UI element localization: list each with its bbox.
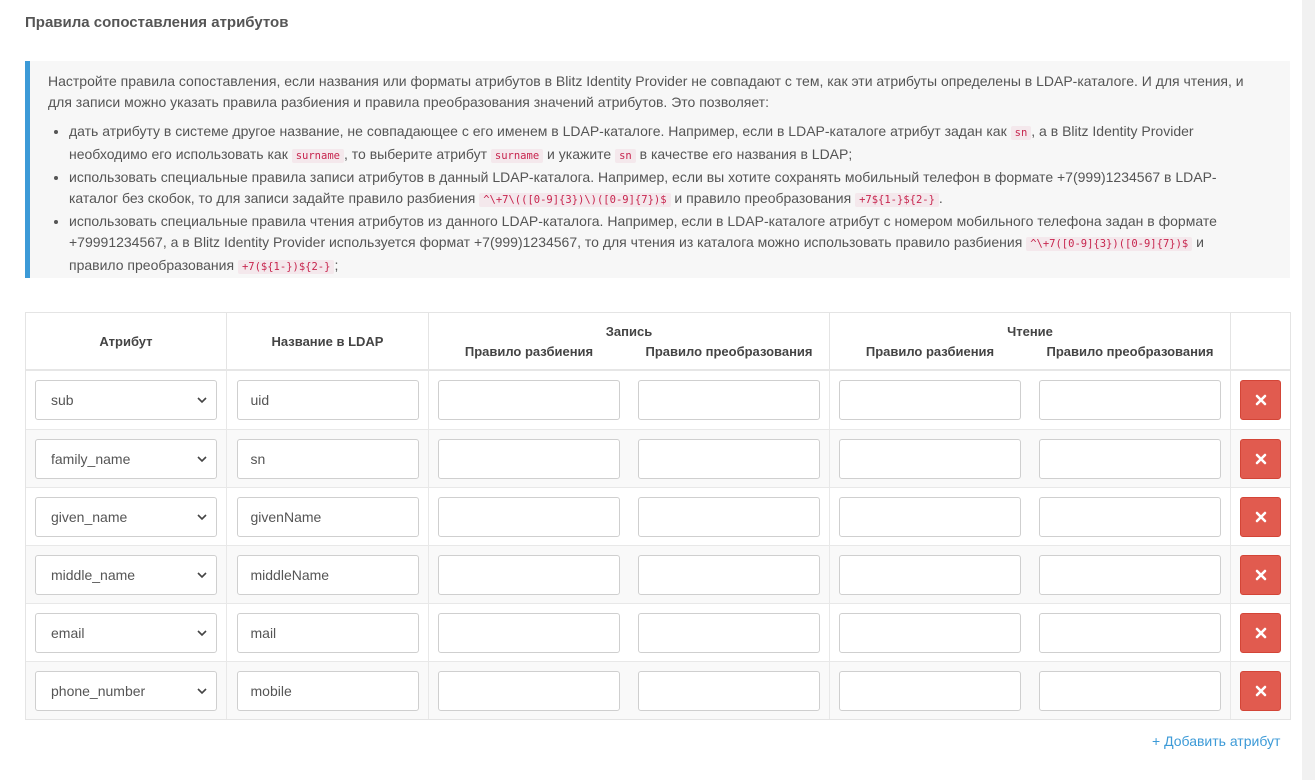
write-cells bbox=[429, 604, 830, 661]
write-transform-input[interactable] bbox=[638, 555, 820, 595]
ldap-name-cell bbox=[227, 546, 429, 603]
text: , то выберите атрибут bbox=[343, 146, 487, 162]
text: . bbox=[938, 190, 943, 206]
attribute-select[interactable] bbox=[35, 439, 217, 479]
actions-cell bbox=[1231, 604, 1290, 661]
ldap-name-cell bbox=[227, 488, 429, 545]
read-transform-input[interactable] bbox=[1039, 555, 1221, 595]
read-split-input[interactable] bbox=[839, 497, 1021, 537]
read-transform-cell bbox=[1030, 488, 1230, 545]
delete-row-button[interactable] bbox=[1240, 613, 1281, 653]
write-transform-cell bbox=[629, 371, 829, 429]
header-write-transform: Правило преобразования bbox=[645, 343, 813, 359]
text: в качестве его названия в LDAP; bbox=[639, 146, 853, 162]
write-split-cell bbox=[429, 430, 629, 487]
text: и правило преобразования bbox=[674, 190, 852, 206]
actions-cell bbox=[1231, 430, 1290, 487]
ldap-name-cell bbox=[227, 662, 429, 719]
write-cells bbox=[429, 371, 830, 429]
attribute-select[interactable] bbox=[35, 380, 217, 420]
write-transform-cell bbox=[629, 662, 829, 719]
header-write-split: Правило разбиения bbox=[464, 343, 594, 359]
attribute-select[interactable] bbox=[35, 555, 217, 595]
actions-cell bbox=[1231, 662, 1290, 719]
delete-row-button[interactable] bbox=[1240, 380, 1281, 420]
attribute-cell bbox=[26, 604, 227, 661]
read-split-input[interactable] bbox=[839, 613, 1021, 653]
ldap-name-input[interactable] bbox=[237, 497, 419, 537]
write-cells bbox=[429, 430, 830, 487]
read-split-input[interactable] bbox=[839, 439, 1021, 479]
attribute-cell bbox=[26, 546, 227, 603]
write-split-cell bbox=[429, 662, 629, 719]
write-split-input[interactable] bbox=[438, 439, 620, 479]
read-cells bbox=[830, 430, 1231, 487]
read-split-cell bbox=[830, 546, 1030, 603]
header-read-split: Правило разбиения bbox=[865, 343, 995, 359]
read-cells bbox=[830, 604, 1231, 661]
attribute-mapping-table bbox=[25, 312, 1291, 720]
delete-row-button[interactable] bbox=[1240, 439, 1281, 479]
text: и укажите bbox=[547, 146, 612, 162]
read-split-cell bbox=[830, 604, 1030, 661]
write-split-input[interactable] bbox=[438, 613, 620, 653]
attribute-select-value: given_name bbox=[51, 508, 128, 525]
write-transform-input[interactable] bbox=[638, 613, 820, 653]
read-transform-input[interactable] bbox=[1039, 497, 1221, 537]
close-icon bbox=[1255, 453, 1267, 465]
attribute-cell bbox=[26, 662, 227, 719]
add-attribute-link[interactable]: + Добавить атрибут bbox=[1152, 733, 1281, 749]
chevron-down-icon bbox=[196, 511, 208, 523]
code-snippet: +7${1-}${2-} bbox=[855, 193, 939, 207]
attribute-select-value: middle_name bbox=[51, 566, 136, 583]
delete-row-button[interactable] bbox=[1240, 671, 1281, 711]
write-transform-cell bbox=[629, 546, 829, 603]
write-split-input[interactable] bbox=[438, 555, 620, 595]
write-split-input[interactable] bbox=[438, 380, 620, 420]
read-transform-cell bbox=[1030, 604, 1230, 661]
attribute-cell bbox=[26, 430, 227, 487]
text: , а в Blitz Identity Provider необходимо его использовать как bbox=[69, 123, 1194, 162]
attribute-select-value: phone_number bbox=[51, 682, 146, 699]
close-icon bbox=[1255, 511, 1267, 523]
write-split-cell bbox=[429, 371, 629, 429]
delete-row-button[interactable] bbox=[1240, 555, 1281, 595]
read-transform-input[interactable] bbox=[1039, 671, 1221, 711]
write-cells bbox=[429, 662, 830, 719]
ldap-name-cell bbox=[227, 430, 429, 487]
attribute-select-value: family_name bbox=[51, 450, 131, 467]
read-split-cell bbox=[830, 371, 1030, 429]
chevron-down-icon bbox=[196, 394, 208, 406]
read-cells bbox=[830, 488, 1231, 545]
ldap-name-cell bbox=[227, 371, 429, 429]
header-write: Запись bbox=[605, 323, 653, 339]
text: ; bbox=[334, 257, 339, 273]
chevron-down-icon bbox=[196, 627, 208, 639]
actions-cell bbox=[1231, 371, 1290, 429]
code-snippet: surname bbox=[292, 149, 344, 163]
attribute-select[interactable] bbox=[35, 671, 217, 711]
ldap-name-input[interactable] bbox=[237, 671, 419, 711]
table-row bbox=[26, 487, 1290, 545]
chevron-down-icon bbox=[196, 453, 208, 465]
write-cells bbox=[429, 488, 830, 545]
header-attribute: Атрибут bbox=[26, 313, 227, 369]
attribute-select[interactable] bbox=[35, 497, 217, 537]
write-split-cell bbox=[429, 488, 629, 545]
table-body bbox=[26, 371, 1290, 719]
callout-intro: Настройте правила сопоставления, если названия или форматы атрибутов в Blitz Identity Provider не совпадают с тем, как эти атрибуты определены в LDAP-каталоге. И для чтения, и для записи можно указать правила разбиения и правила преобразования значений атрибутов. Это позволяет: bbox=[48, 73, 1244, 110]
actions-cell bbox=[1231, 488, 1290, 545]
write-transform-input[interactable] bbox=[638, 671, 820, 711]
write-cells bbox=[429, 546, 830, 603]
read-transform-cell bbox=[1030, 430, 1230, 487]
read-transform-input[interactable] bbox=[1039, 439, 1221, 479]
attribute-cell bbox=[26, 488, 227, 545]
read-split-cell bbox=[830, 430, 1030, 487]
ldap-name-input[interactable] bbox=[237, 555, 419, 595]
text: использовать специальные правила чтения атрибутов из данного LDAP-каталога. Например, если в LDAP-каталоге атрибут с номером мобильного телефона задан в формате +79991234567, а в Blitz Identity Provider используется формат +7(999)1234567, то для чтения из каталога можно использовать правило разбиения bbox=[69, 213, 1217, 250]
read-cells bbox=[830, 371, 1231, 429]
write-transform-input[interactable] bbox=[638, 497, 820, 537]
callout-item bbox=[69, 121, 1260, 167]
code-snippet: sn bbox=[1011, 126, 1032, 140]
write-transform-cell bbox=[629, 430, 829, 487]
write-transform-input[interactable] bbox=[638, 439, 820, 479]
write-transform-input[interactable] bbox=[638, 380, 820, 420]
ldap-name-input[interactable] bbox=[237, 613, 419, 653]
callout-list bbox=[69, 121, 1260, 278]
write-split-input[interactable] bbox=[438, 671, 620, 711]
code-snippet: ^\+7\(([0-9]{3})\)([0-9]{7})$ bbox=[479, 193, 670, 207]
table-header bbox=[26, 313, 1290, 371]
attribute-select-value: sub bbox=[51, 392, 74, 408]
read-split-cell bbox=[830, 488, 1030, 545]
text: дать атрибуту в системе другое название, не совпадающее с его именем в LDAP-каталоге. Например, если в LDAP-каталоге атрибут задан как bbox=[69, 123, 1007, 139]
table-row bbox=[26, 603, 1290, 661]
read-transform-cell bbox=[1030, 662, 1230, 719]
header-read-transform: Правило преобразования bbox=[1046, 343, 1214, 359]
attribute-cell bbox=[26, 371, 227, 429]
table-row bbox=[26, 371, 1290, 429]
chevron-down-icon bbox=[196, 685, 208, 697]
ldap-name-cell bbox=[227, 604, 429, 661]
delete-row-button[interactable] bbox=[1240, 497, 1281, 537]
attribute-select[interactable] bbox=[35, 613, 217, 653]
section-title: Правила сопоставления атрибутов bbox=[25, 14, 289, 31]
code-snippet: +7(${1-})${2-} bbox=[238, 260, 335, 274]
text: использовать специальные правила записи атрибутов в данный LDAP-каталога. Например, если вы хотите сохранять мобильный телефон в формате +7(999)1234567 в LDAP-каталог без скобок, то для записи задайте правило разбиения bbox=[69, 169, 1217, 206]
header-read-sub bbox=[830, 342, 1230, 362]
ldap-name-input[interactable] bbox=[237, 380, 419, 420]
read-transform-input[interactable] bbox=[1039, 380, 1221, 420]
code-snippet: sn bbox=[615, 149, 636, 163]
read-split-input[interactable] bbox=[839, 380, 1021, 420]
close-icon bbox=[1255, 569, 1267, 581]
read-cells bbox=[830, 662, 1231, 719]
header-write-sub bbox=[429, 342, 829, 362]
read-transform-cell bbox=[1030, 371, 1230, 429]
ldap-name-input[interactable] bbox=[237, 439, 419, 479]
write-transform-cell bbox=[629, 488, 829, 545]
header-read: Чтение bbox=[1007, 323, 1053, 339]
code-snippet: ^\+7([0-9]{3})([0-9]{7})$ bbox=[1026, 237, 1192, 251]
write-transform-cell bbox=[629, 604, 829, 661]
close-icon bbox=[1255, 627, 1267, 639]
callout-item bbox=[69, 167, 1260, 211]
write-split-input[interactable] bbox=[438, 497, 620, 537]
read-split-cell bbox=[830, 662, 1030, 719]
read-split-input[interactable] bbox=[839, 555, 1021, 595]
callout-item bbox=[69, 211, 1260, 278]
write-split-cell bbox=[429, 546, 629, 603]
read-transform-cell bbox=[1030, 546, 1230, 603]
table-row bbox=[26, 545, 1290, 603]
header-actions bbox=[1231, 313, 1290, 369]
text: и правило преобразования bbox=[69, 234, 1204, 273]
header-read-group bbox=[830, 313, 1231, 369]
write-split-cell bbox=[429, 604, 629, 661]
scrollbar[interactable] bbox=[1302, 0, 1315, 780]
close-icon bbox=[1255, 685, 1267, 697]
read-cells bbox=[830, 546, 1231, 603]
close-icon bbox=[1255, 394, 1267, 406]
code-snippet: surname bbox=[491, 149, 543, 163]
header-ldap-name: Название в LDAP bbox=[227, 313, 429, 369]
read-transform-input[interactable] bbox=[1039, 613, 1221, 653]
read-split-input[interactable] bbox=[839, 671, 1021, 711]
info-callout bbox=[25, 61, 1290, 278]
actions-cell bbox=[1231, 546, 1290, 603]
table-row bbox=[26, 429, 1290, 487]
header-write-group bbox=[429, 313, 830, 369]
chevron-down-icon bbox=[196, 569, 208, 581]
attribute-select-value: email bbox=[51, 624, 85, 641]
table-row bbox=[26, 661, 1290, 719]
